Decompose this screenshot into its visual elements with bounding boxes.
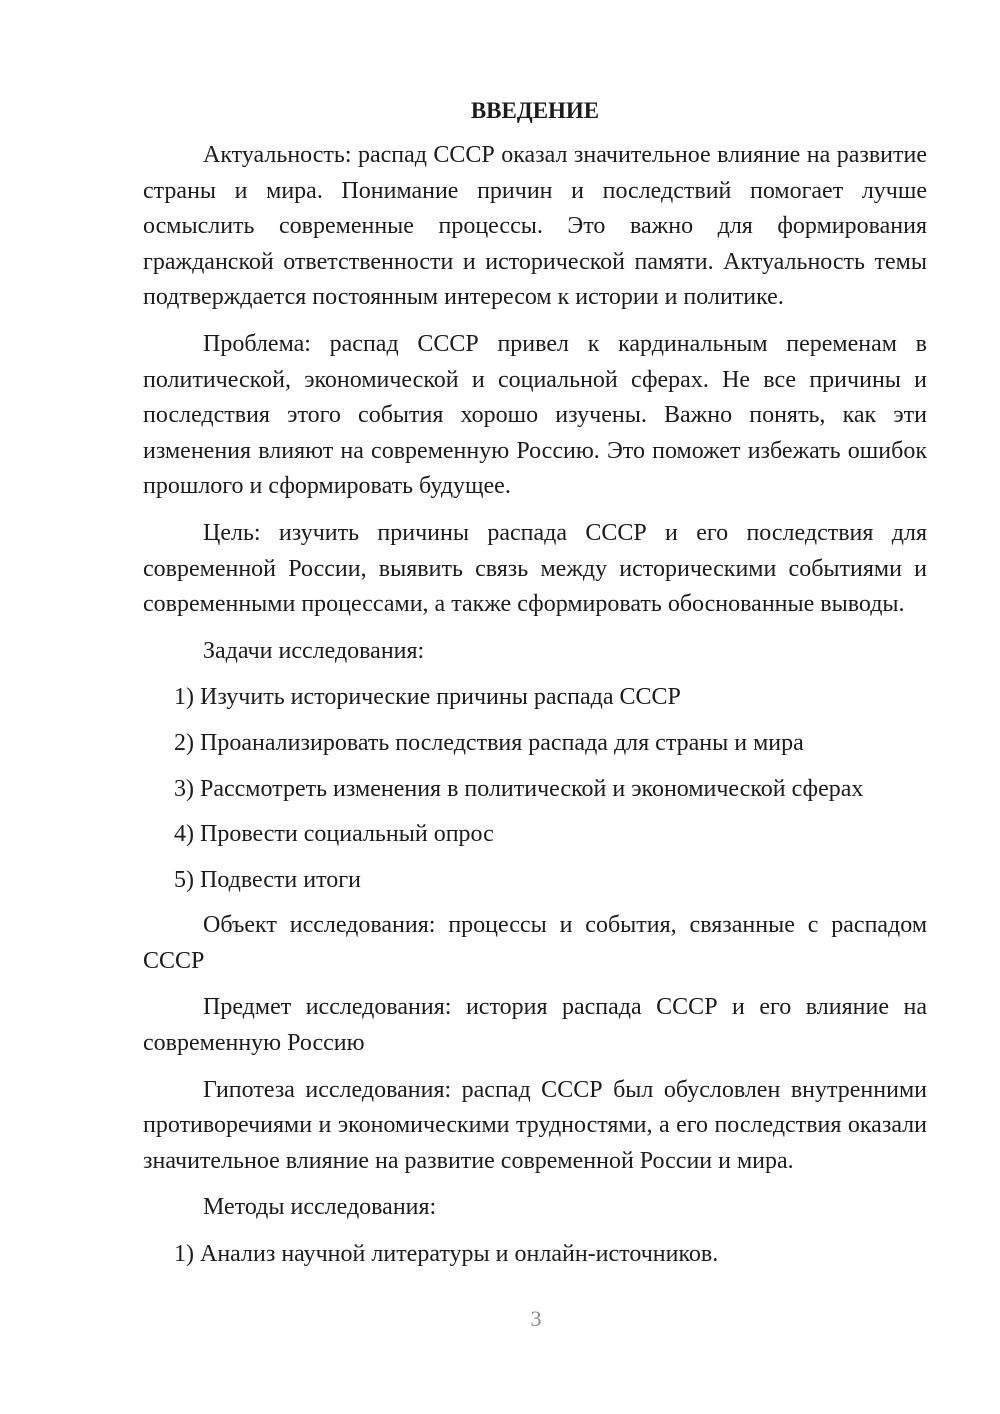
page-number: 3 [530, 1306, 542, 1331]
task-item: 4) Провести социальный опрос [174, 821, 494, 848]
methods-list [143, 1237, 927, 1273]
section-title: ВВЕДЕНИЕ [470, 98, 600, 123]
task-item: 1) Изучить исторические причины распада СССР [174, 684, 681, 711]
task-item: 2) Проанализировать последствия распада для страны и мира [174, 729, 804, 756]
subject-paragraph: Предмет исследования: история распада СССР и его влияние на современную Россию [143, 994, 927, 1057]
problem-paragraph: Проблема: распад СССР привел к кардинальным переменам в политической, экономической и социальной сферах. Не все причины и последствия этого события хорошо изучены. Важно понять, как эти изменения влияют на современную Россию. Это поможет избежать ошибок прошлого и сформировать будущее. [143, 330, 927, 500]
relevance-paragraph: Актуальность: распад СССР оказал значительное влияние на развитие страны и мира. Понимание причин и последствий помогает лучше осмыслить современные процессы. Это важно для формирования гражданской ответственности и исторической памяти. Актуальность темы подтверждается постоянным интересом к истории и политике. [143, 142, 927, 311]
tasks-list [143, 680, 927, 898]
hypothesis-paragraph: Гипотеза исследования: распад СССР был обусловлен внутренними противоречиями и экономическими трудностями, а его последствия оказали значительное влияние на развитие современной России и мира. [143, 1076, 927, 1174]
task-item: 5) Подвести итоги [174, 866, 361, 893]
page-content [143, 93, 927, 1283]
tasks-heading: Задачи исследования: [203, 637, 425, 664]
goal-paragraph: Цель: изучить причины распада СССР и его последствия для современной России, выявить связь между историческими событиями и современными процессами, а также сформировать обоснованные выводы. [143, 519, 927, 618]
object-paragraph: Объект исследования: процессы и события, связанные с распадом СССР [143, 912, 927, 974]
task-item: 3) Рассмотреть изменения в политической и экономической сферах [174, 775, 864, 802]
methods-heading: Методы исследования: [203, 1194, 437, 1221]
method-item: 1) Анализ научной литературы и онлайн-источников. [174, 1241, 719, 1268]
